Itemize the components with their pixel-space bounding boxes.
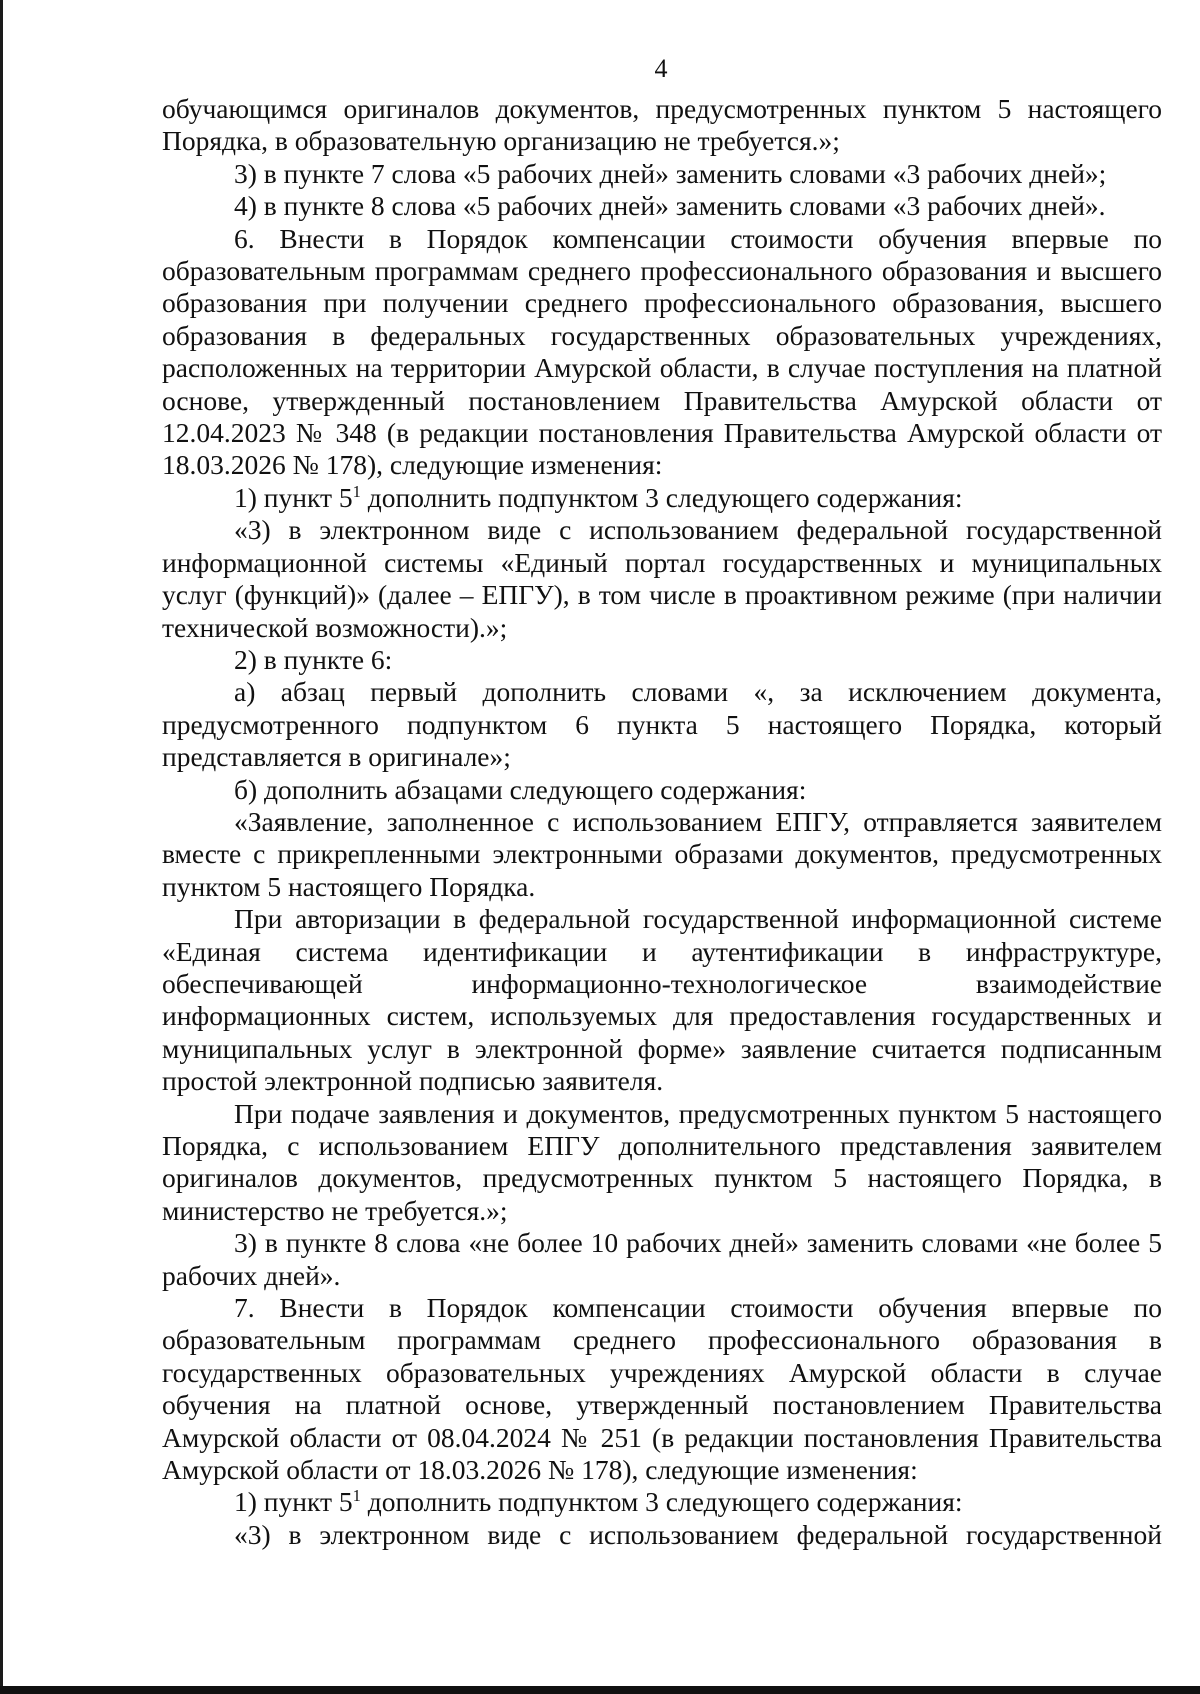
- paragraph-item-1-p51: [162, 482, 1162, 514]
- paragraph-subitem-3-electronic-second: «3) в электронном виде с использованием федеральной государственной: [234, 1518, 1162, 1550]
- item-text-after: дополнить подпунктом 3 следующего содержания:: [360, 1486, 963, 1518]
- paragraph-subitem-3-electronic: «3) в электронном виде с использованием федеральной государственной информационной системы «Единый портал государственных и муниципальных услуг (функций)» (далее – ЕПГУ), в том числе в проактивном режиме (при наличии технической возможности).»;: [162, 514, 1162, 643]
- document-body: [162, 93, 1162, 1551]
- paragraph-section-6: 6. Внести в Порядок компенсации стоимости обучения впервые по образовательным программам среднего профессионального образования и высшего образования при получении среднего профессионального образования, высшего образования в федеральных государственных образовательных учреждениях, расположенных на территории Амурской области, в случае поступления на платной основе, утвержденный постановлением Правительства Амурской области от 12.04.2023 № 348 (в редакции постановления Правительства Амурской области от 18.03.2026 № 178), следующие изменения:: [162, 222, 1162, 481]
- paragraph-section-7: 7. Внести в Порядок компенсации стоимости обучения впервые по образовательным программам среднего профессионального образования в государственных образовательных учреждениях Амурской области в случае обучения на платной основе, утвержденный постановлением Правительства Амурской области от 08.04.2024 № 251 (в редакции постановления Правительства Амурской области от 18.03.2026 № 178), следующие изменения:: [162, 1292, 1162, 1486]
- scan-edge-left: [0, 0, 3, 1694]
- paragraph-originals-not-required: При подаче заявления и документов, предусмотренных пунктом 5 настоящего Порядка, с использованием ЕПГУ дополнительного представления заявителем оригиналов документов, предусмотренных пунктом 5 настоящего Порядка, в министерство не требуется.»;: [162, 1097, 1162, 1226]
- paragraph-subitem-a: а) абзац первый дополнить словами «, за исключением документа, предусмотренного подпунктом 6 пункта 5 настоящего Порядка, который представляется в оригинале»;: [162, 676, 1162, 773]
- item-text-before: 1) пункт 5: [234, 481, 353, 513]
- superscript: 1: [352, 1486, 361, 1506]
- paragraph-continuation: обучающимся оригиналов документов, предусмотренных пунктом 5 настоящего Порядка, в образовательную организацию не требуется.»;: [162, 93, 1162, 157]
- paragraph-item-3-p8: 3) в пункте 8 слова «не более 10 рабочих дней» заменить словами «не более 5 рабочих дней».: [162, 1227, 1162, 1291]
- item-text-before: 1) пункт 5: [234, 1486, 353, 1518]
- paragraph-item-3-p7: 3) в пункте 7 слова «5 рабочих дней» заменить словами «3 рабочих дней»;: [234, 157, 1107, 189]
- paragraph-item-4-p8: 4) в пункте 8 слова «5 рабочих дней» заменить словами «3 рабочих дней».: [234, 190, 1106, 222]
- paragraph-item-1-p51-second: [162, 1486, 1162, 1518]
- paragraph-subitem-b: б) дополнить абзацами следующего содержания:: [234, 773, 807, 805]
- superscript: 1: [352, 481, 361, 501]
- paragraph-application-epgu: «Заявление, заполненное с использованием ЕПГУ, отправляется заявителем вместе с прикрепленными электронными образами документов, предусмотренных пунктом 5 настоящего Порядка.: [162, 805, 1162, 902]
- scan-edge-bottom: [0, 1686, 1200, 1694]
- paragraph-authorization-esia: При авторизации в федеральной государственной информационной системе «Единая система идентификации и аутентификации в инфраструктуре, обеспечивающей информационно-технологическое взаимодействие информационных систем, используемых для предоставления государственных и муниципальных услуг в электронной форме» заявление считается подписанным простой электронной подписью заявителя.: [162, 903, 1162, 1097]
- page-number: 4: [654, 54, 668, 83]
- item-text-after: дополнить подпунктом 3 следующего содержания:: [360, 481, 963, 513]
- paragraph-item-2-p6: 2) в пункте 6:: [234, 643, 393, 675]
